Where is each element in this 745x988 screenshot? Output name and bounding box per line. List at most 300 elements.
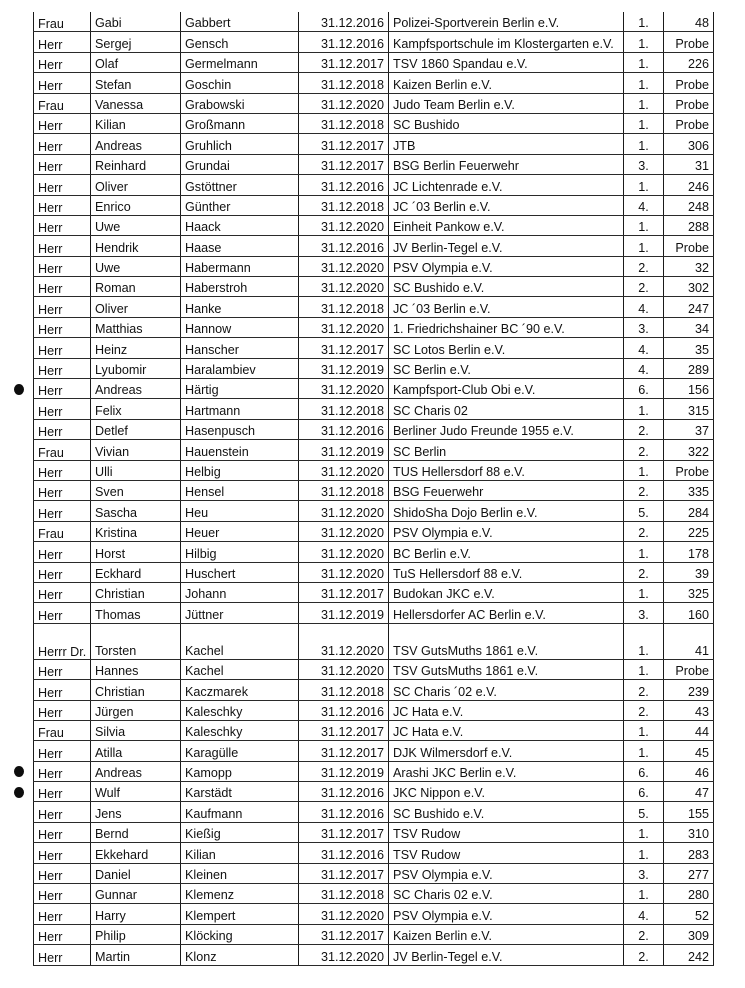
rank-cell: 4. (624, 904, 664, 924)
last-name-cell: Gensch (181, 32, 299, 52)
table-row (34, 659, 714, 679)
member-number-cell: Probe (664, 659, 714, 679)
rank-cell: 6. (624, 782, 664, 802)
salutation-cell: Herr (34, 236, 91, 256)
first-name-cell: Torsten (91, 623, 181, 659)
table-row (34, 419, 714, 439)
club-cell: DJK Wilmersdorf e.V. (389, 741, 624, 761)
rank-cell: 6. (624, 379, 664, 399)
table-row (34, 843, 714, 863)
rank-cell: 3. (624, 603, 664, 623)
table-row (34, 134, 714, 154)
club-cell: PSV Olympia e.V. (389, 863, 624, 883)
dot-marker-icon (14, 766, 24, 777)
date-cell: 31.12.2020 (299, 623, 389, 659)
last-name-cell: Hanke (181, 297, 299, 317)
last-name-cell: Hannow (181, 317, 299, 337)
last-name-cell: Gruhlich (181, 134, 299, 154)
salutation-cell: Herr (34, 904, 91, 924)
salutation-cell: Herr (34, 822, 91, 842)
salutation-cell: Herr (34, 945, 91, 965)
rank-cell: 4. (624, 297, 664, 317)
last-name-cell: Haack (181, 215, 299, 235)
club-cell: SC Bushido (389, 113, 624, 133)
first-name-cell: Kristina (91, 521, 181, 541)
member-number-cell: 288 (664, 215, 714, 235)
last-name-cell: Grundai (181, 154, 299, 174)
rank-cell: 1. (624, 460, 664, 480)
member-number-cell: 315 (664, 399, 714, 419)
date-cell: 31.12.2018 (299, 113, 389, 133)
table-row (34, 73, 714, 93)
club-cell: ShidoSha Dojo Berlin e.V. (389, 501, 624, 521)
rank-cell: 2. (624, 277, 664, 297)
first-name-cell: Wulf (91, 782, 181, 802)
last-name-cell: Heu (181, 501, 299, 521)
last-name-cell: Karstädt (181, 782, 299, 802)
first-name-cell: Andreas (91, 761, 181, 781)
salutation-cell: Herr (34, 277, 91, 297)
table-row (34, 582, 714, 602)
table-row (34, 358, 714, 378)
date-cell: 31.12.2016 (299, 12, 389, 32)
date-cell: 31.12.2016 (299, 175, 389, 195)
salutation-cell: Herr (34, 338, 91, 358)
rank-cell: 1. (624, 843, 664, 863)
member-number-cell: 242 (664, 945, 714, 965)
last-name-cell: Habermann (181, 256, 299, 276)
rank-cell: 2. (624, 945, 664, 965)
table-row (34, 460, 714, 480)
first-name-cell: Vivian (91, 440, 181, 460)
last-name-cell: Gstöttner (181, 175, 299, 195)
salutation-cell: Herr (34, 195, 91, 215)
member-number-cell: Probe (664, 236, 714, 256)
date-cell: 31.12.2018 (299, 73, 389, 93)
first-name-cell: Uwe (91, 256, 181, 276)
club-cell: JKC Nippon e.V. (389, 782, 624, 802)
salutation-cell: Herr (34, 460, 91, 480)
member-number-cell: 247 (664, 297, 714, 317)
table-row (34, 52, 714, 72)
member-number-cell: 248 (664, 195, 714, 215)
date-cell: 31.12.2020 (299, 659, 389, 679)
club-cell: TSV Rudow (389, 843, 624, 863)
salutation-cell: Herr (34, 782, 91, 802)
member-number-cell: 155 (664, 802, 714, 822)
club-cell: BSG Berlin Feuerwehr (389, 154, 624, 174)
salutation-cell: Herr (34, 175, 91, 195)
club-cell: BSG Feuerwehr (389, 480, 624, 500)
rank-cell: 1. (624, 542, 664, 562)
date-cell: 31.12.2017 (299, 134, 389, 154)
first-name-cell: Matthias (91, 317, 181, 337)
member-number-cell: 280 (664, 884, 714, 904)
salutation-cell: Herr (34, 884, 91, 904)
date-cell: 31.12.2020 (299, 277, 389, 297)
club-cell: Kampfsport-Club Obi e.V. (389, 379, 624, 399)
rank-cell: 2. (624, 256, 664, 276)
club-cell: JC Hata e.V. (389, 720, 624, 740)
first-name-cell: Gabi (91, 12, 181, 32)
rank-cell: 1. (624, 822, 664, 842)
first-name-cell: Detlef (91, 419, 181, 439)
first-name-cell: Lyubomir (91, 358, 181, 378)
date-cell: 31.12.2016 (299, 802, 389, 822)
salutation-cell: Herr (34, 659, 91, 679)
date-cell: 31.12.2016 (299, 32, 389, 52)
first-name-cell: Christian (91, 582, 181, 602)
club-cell: PSV Olympia e.V. (389, 256, 624, 276)
table-row (34, 236, 714, 256)
member-number-cell: 39 (664, 562, 714, 582)
salutation-cell: Herr (34, 863, 91, 883)
date-cell: 31.12.2019 (299, 603, 389, 623)
last-name-cell: Goschin (181, 73, 299, 93)
date-cell: 31.12.2018 (299, 195, 389, 215)
rank-cell: 1. (624, 52, 664, 72)
member-number-cell: 31 (664, 154, 714, 174)
rank-cell: 1. (624, 32, 664, 52)
date-cell: 31.12.2016 (299, 236, 389, 256)
date-cell: 31.12.2020 (299, 562, 389, 582)
member-number-cell: 48 (664, 12, 714, 32)
rank-cell: 1. (624, 215, 664, 235)
club-cell: Judo Team Berlin e.V. (389, 93, 624, 113)
member-number-cell: 178 (664, 542, 714, 562)
last-name-cell: Kaufmann (181, 802, 299, 822)
rank-cell: 2. (624, 440, 664, 460)
club-cell: JC ´03 Berlin e.V. (389, 195, 624, 215)
member-number-cell: 37 (664, 419, 714, 439)
rank-cell: 5. (624, 802, 664, 822)
club-cell: TSV GutsMuths 1861 e.V. (389, 623, 624, 659)
rank-cell: 1. (624, 399, 664, 419)
club-cell: JC ´03 Berlin e.V. (389, 297, 624, 317)
club-cell: BC Berlin e.V. (389, 542, 624, 562)
first-name-cell: Felix (91, 399, 181, 419)
last-name-cell: Haralambiev (181, 358, 299, 378)
last-name-cell: Hanscher (181, 338, 299, 358)
salutation-cell: Frau (34, 440, 91, 460)
date-cell: 31.12.2020 (299, 904, 389, 924)
last-name-cell: Karagülle (181, 741, 299, 761)
first-name-cell: Horst (91, 542, 181, 562)
salutation-cell: Herr (34, 761, 91, 781)
last-name-cell: Hilbig (181, 542, 299, 562)
member-number-cell: 289 (664, 358, 714, 378)
first-name-cell: Enrico (91, 195, 181, 215)
date-cell: 31.12.2020 (299, 542, 389, 562)
last-name-cell: Jüttner (181, 603, 299, 623)
rank-cell: 1. (624, 12, 664, 32)
table-row (34, 802, 714, 822)
table-row (34, 884, 714, 904)
member-number-cell: Probe (664, 32, 714, 52)
rank-cell: 1. (624, 134, 664, 154)
salutation-cell: Herr (34, 134, 91, 154)
rank-cell: 1. (624, 582, 664, 602)
table-row (34, 399, 714, 419)
club-cell: Kaizen Berlin e.V. (389, 73, 624, 93)
last-name-cell: Härtig (181, 379, 299, 399)
club-cell: 1. Friedrichshainer BC ´90 e.V. (389, 317, 624, 337)
member-number-cell: Probe (664, 73, 714, 93)
last-name-cell: Gabbert (181, 12, 299, 32)
first-name-cell: Silvia (91, 720, 181, 740)
rank-cell: 1. (624, 659, 664, 679)
salutation-cell: Herr (34, 582, 91, 602)
date-cell: 31.12.2019 (299, 440, 389, 460)
member-number-cell: 44 (664, 720, 714, 740)
first-name-cell: Ekkehard (91, 843, 181, 863)
table-row (34, 154, 714, 174)
salutation-cell: Frau (34, 93, 91, 113)
first-name-cell: Kilian (91, 113, 181, 133)
club-cell: Berliner Judo Freunde 1955 e.V. (389, 419, 624, 439)
salutation-cell: Herr (34, 379, 91, 399)
club-cell: JV Berlin-Tegel e.V. (389, 945, 624, 965)
salutation-cell: Frau (34, 12, 91, 32)
table-row (34, 945, 714, 965)
rank-cell: 5. (624, 501, 664, 521)
table-row (34, 680, 714, 700)
last-name-cell: Helbig (181, 460, 299, 480)
member-number-cell: 226 (664, 52, 714, 72)
rank-cell: 1. (624, 741, 664, 761)
member-number-cell: 302 (664, 277, 714, 297)
club-cell: SC Charis ´02 e.V. (389, 680, 624, 700)
first-name-cell: Reinhard (91, 154, 181, 174)
salutation-cell: Herr (34, 399, 91, 419)
club-cell: Budokan JKC e.V. (389, 582, 624, 602)
salutation-cell: Herrr Dr. (34, 623, 91, 659)
member-number-cell: 160 (664, 603, 714, 623)
club-cell: TSV GutsMuths 1861 e.V. (389, 659, 624, 679)
date-cell: 31.12.2020 (299, 93, 389, 113)
dot-marker-icon (14, 384, 24, 395)
last-name-cell: Haase (181, 236, 299, 256)
rank-cell: 2. (624, 521, 664, 541)
member-number-cell: 43 (664, 700, 714, 720)
last-name-cell: Hartmann (181, 399, 299, 419)
table-row (34, 256, 714, 276)
date-cell: 31.12.2017 (299, 924, 389, 944)
rank-cell: 3. (624, 863, 664, 883)
first-name-cell: Roman (91, 277, 181, 297)
first-name-cell: Oliver (91, 297, 181, 317)
member-number-cell: Probe (664, 113, 714, 133)
last-name-cell: Kaleschky (181, 700, 299, 720)
last-name-cell: Heuer (181, 521, 299, 541)
table-row (34, 297, 714, 317)
last-name-cell: Johann (181, 582, 299, 602)
first-name-cell: Sven (91, 480, 181, 500)
first-name-cell: Andreas (91, 134, 181, 154)
rank-cell: 2. (624, 562, 664, 582)
first-name-cell: Harry (91, 904, 181, 924)
last-name-cell: Großmann (181, 113, 299, 133)
salutation-cell: Herr (34, 843, 91, 863)
rank-cell: 4. (624, 338, 664, 358)
first-name-cell: Jens (91, 802, 181, 822)
rank-cell: 1. (624, 720, 664, 740)
club-cell: JTB (389, 134, 624, 154)
first-name-cell: Atilla (91, 741, 181, 761)
date-cell: 31.12.2019 (299, 358, 389, 378)
first-name-cell: Daniel (91, 863, 181, 883)
date-cell: 31.12.2018 (299, 680, 389, 700)
date-cell: 31.12.2016 (299, 419, 389, 439)
date-cell: 31.12.2020 (299, 379, 389, 399)
salutation-cell: Herr (34, 113, 91, 133)
last-name-cell: Hensel (181, 480, 299, 500)
salutation-cell: Herr (34, 562, 91, 582)
date-cell: 31.12.2020 (299, 521, 389, 541)
club-cell: SC Bushido e.V. (389, 802, 624, 822)
member-number-cell: 322 (664, 440, 714, 460)
member-number-cell: 156 (664, 379, 714, 399)
rank-cell: 2. (624, 680, 664, 700)
table-row (34, 113, 714, 133)
member-number-cell: Probe (664, 93, 714, 113)
last-name-cell: Hauenstein (181, 440, 299, 460)
first-name-cell: Gunnar (91, 884, 181, 904)
table-row (34, 863, 714, 883)
last-name-cell: Huschert (181, 562, 299, 582)
member-number-cell: 284 (664, 501, 714, 521)
date-cell: 31.12.2017 (299, 822, 389, 842)
first-name-cell: Olaf (91, 52, 181, 72)
club-cell: JC Hata e.V. (389, 700, 624, 720)
table-row (34, 741, 714, 761)
first-name-cell: Bernd (91, 822, 181, 842)
table-row (34, 501, 714, 521)
member-number-cell: 35 (664, 338, 714, 358)
rank-cell: 1. (624, 93, 664, 113)
date-cell: 31.12.2017 (299, 52, 389, 72)
first-name-cell: Andreas (91, 379, 181, 399)
table-row (34, 317, 714, 337)
salutation-cell: Herr (34, 741, 91, 761)
table-row (34, 924, 714, 944)
table-row (34, 521, 714, 541)
first-name-cell: Sascha (91, 501, 181, 521)
table-row (34, 562, 714, 582)
club-cell: Polizei-Sportverein Berlin e.V. (389, 12, 624, 32)
table-row (34, 277, 714, 297)
salutation-cell: Herr (34, 73, 91, 93)
table-row (34, 623, 714, 659)
last-name-cell: Klonz (181, 945, 299, 965)
salutation-cell: Herr (34, 700, 91, 720)
table-row (34, 904, 714, 924)
date-cell: 31.12.2016 (299, 782, 389, 802)
date-cell: 31.12.2018 (299, 297, 389, 317)
member-number-cell: 325 (664, 582, 714, 602)
club-cell: Kaizen Berlin e.V. (389, 924, 624, 944)
last-name-cell: Kaczmarek (181, 680, 299, 700)
date-cell: 31.12.2018 (299, 399, 389, 419)
date-cell: 31.12.2017 (299, 154, 389, 174)
member-number-cell: 310 (664, 822, 714, 842)
table-row (34, 195, 714, 215)
member-number-cell: 283 (664, 843, 714, 863)
member-table-body (34, 12, 714, 965)
rank-cell: 1. (624, 113, 664, 133)
table-row (34, 603, 714, 623)
table-row (34, 542, 714, 562)
date-cell: 31.12.2020 (299, 256, 389, 276)
table-row (34, 480, 714, 500)
club-cell: TUS Hellersdorf 88 e.V. (389, 460, 624, 480)
first-name-cell: Hendrik (91, 236, 181, 256)
member-number-cell: 32 (664, 256, 714, 276)
first-name-cell: Stefan (91, 73, 181, 93)
salutation-cell: Herr (34, 358, 91, 378)
member-number-cell: 225 (664, 521, 714, 541)
salutation-cell: Herr (34, 215, 91, 235)
table-row (34, 175, 714, 195)
date-cell: 31.12.2016 (299, 700, 389, 720)
salutation-cell: Herr (34, 802, 91, 822)
table-row (34, 440, 714, 460)
first-name-cell: Christian (91, 680, 181, 700)
first-name-cell: Thomas (91, 603, 181, 623)
member-number-cell: Probe (664, 460, 714, 480)
member-number-cell: 277 (664, 863, 714, 883)
rank-cell: 4. (624, 195, 664, 215)
first-name-cell: Uwe (91, 215, 181, 235)
table-row (34, 761, 714, 781)
member-number-cell: 52 (664, 904, 714, 924)
table-row (34, 782, 714, 802)
rank-cell: 2. (624, 700, 664, 720)
last-name-cell: Klöcking (181, 924, 299, 944)
club-cell: TSV Rudow (389, 822, 624, 842)
club-cell: JV Berlin-Tegel e.V. (389, 236, 624, 256)
last-name-cell: Günther (181, 195, 299, 215)
last-name-cell: Kießig (181, 822, 299, 842)
date-cell: 31.12.2017 (299, 863, 389, 883)
last-name-cell: Hasenpusch (181, 419, 299, 439)
club-cell: SC Lotos Berlin e.V. (389, 338, 624, 358)
member-number-cell: 309 (664, 924, 714, 944)
club-cell: PSV Olympia e.V. (389, 521, 624, 541)
rank-cell: 1. (624, 73, 664, 93)
date-cell: 31.12.2018 (299, 480, 389, 500)
member-number-cell: 34 (664, 317, 714, 337)
salutation-cell: Herr (34, 154, 91, 174)
table-row (34, 822, 714, 842)
last-name-cell: Kaleschky (181, 720, 299, 740)
salutation-cell: Herr (34, 317, 91, 337)
club-cell: SC Charis 02 (389, 399, 624, 419)
rank-cell: 1. (624, 884, 664, 904)
date-cell: 31.12.2017 (299, 582, 389, 602)
club-cell: SC Bushido e.V. (389, 277, 624, 297)
club-cell: Kampfsportschule im Klostergarten e.V. (389, 32, 624, 52)
member-number-cell: 45 (664, 741, 714, 761)
club-cell: Arashi JKC Berlin e.V. (389, 761, 624, 781)
rank-cell: 2. (624, 924, 664, 944)
date-cell: 31.12.2016 (299, 843, 389, 863)
rank-cell: 3. (624, 317, 664, 337)
club-cell: Hellersdorfer AC Berlin e.V. (389, 603, 624, 623)
first-name-cell: Jürgen (91, 700, 181, 720)
rank-cell: 1. (624, 623, 664, 659)
salutation-cell: Herr (34, 542, 91, 562)
